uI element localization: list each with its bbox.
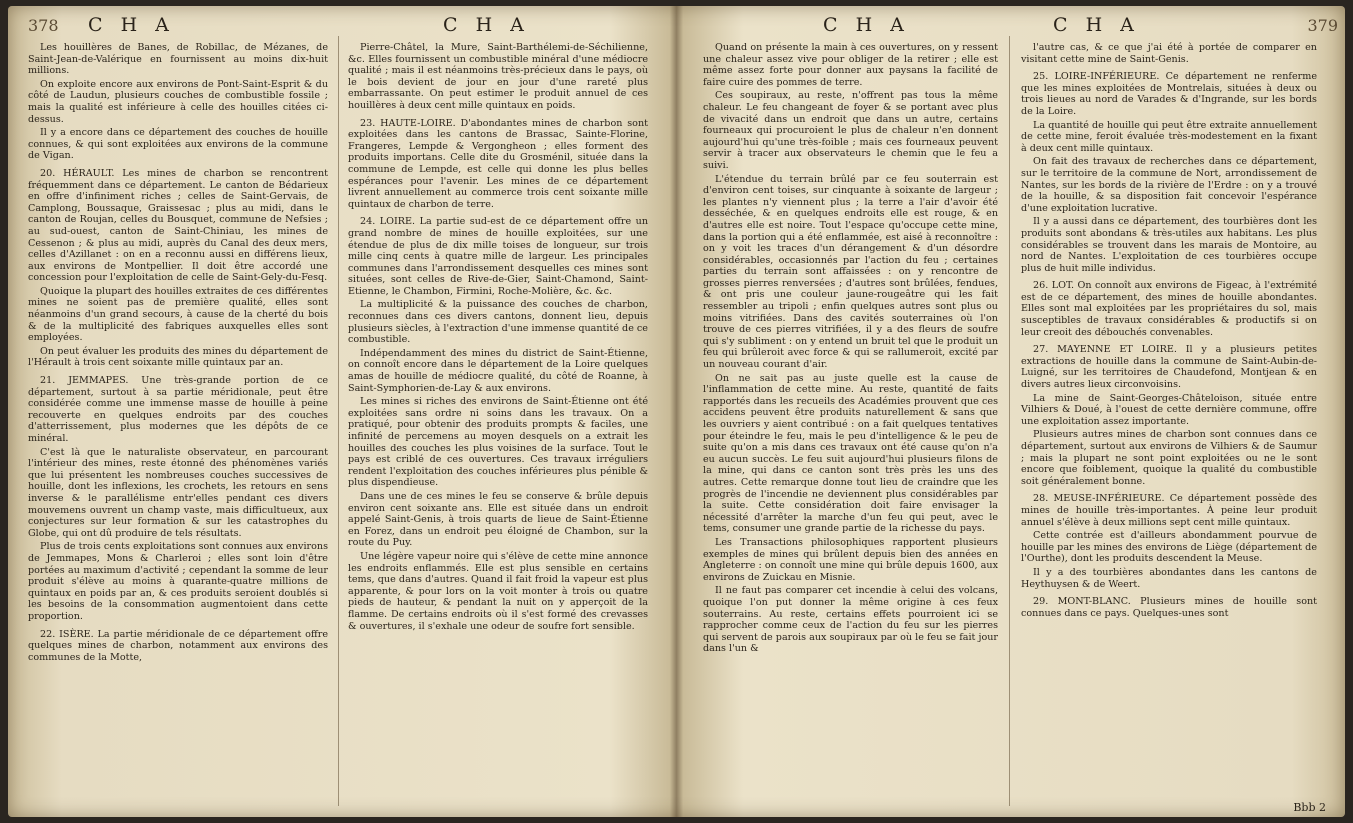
paragraph: La mine de Saint-Georges-Châteloison, située entre Vilhiers & Doué, à l'ouest de cette dernière commune, offre une exploitation assez importante. xyxy=(1021,392,1317,427)
paragraph: Il y a encore dans ce département des couches de houille connues, & qui sont exploitées aux environs de la commune de Vigan. xyxy=(28,127,328,162)
paragraph: La quantité de houille qui peut être extraite annuellement de cette mine, feroit évaluée très-modestement en la fixant à deux cent mille quintaux. xyxy=(1021,119,1317,154)
paragraph: Plusieurs autres mines de charbon sont connues dans ce département, surtout aux environs de Vilhiers & de Saumur ; mais la plupart ne sont point exploitées ou ne le sont encore que foiblement, quoique la qualité du combustible soit généralement bonne. xyxy=(1021,429,1317,487)
paragraph: Il y a aussi dans ce département, des tourbières dont les produits sont abondans & très-utiles aux habitans. Les plus considérables se trouvent dans les marais de Montoire, au nord de Nantes. L'exploitation de ces tourbières occupe plus de huit mille individus. xyxy=(1021,216,1317,274)
paragraph: Il y a des tourbières abondantes dans les cantons de Heythuysen & de Weert. xyxy=(1021,566,1317,590)
paragraph: Il ne faut pas comparer cet incendie à celui des volcans, quoique l'on put donner la même origine à ces feux souterrains. Au reste, certains effets pourroient ici se rapprocher comme ceux de l'action du feu sur les pierres qui servent de parois aux soupiraux par où le feu se fait jour dans l'un & xyxy=(703,585,998,655)
paragraph: C'est là que le naturaliste observateur, en parcourant l'intérieur des mines, reste étonné des phénomènes variés que lui présentent les nombreuses couches successives de houille, dont les inflexions, les crochets, les retours en sens inverse & le parallélisme entr'elles pendant ces divers mouvemens ouvrent un champ vaste, mais difficultueux, aux conjectures sur leur formation & sur les catastrophes du Globe, qui ont dû produire de tels résultats. xyxy=(28,446,328,539)
section-paragraph: 29. MONT-BLANC. Plusieurs mines de houille sont connues dans ce pays. Quelques-unes sont xyxy=(1021,596,1317,619)
paragraph: Dans une de ces mines le feu se conserve & brûle depuis environ cent soixante ans. Elle est située dans un endroit appelé Saint-Genis, à trois quarts de lieue de Saint-Étienne en Forez, dans un endroit peu éloigné de Chambon, sur la route du Puy. xyxy=(348,490,648,549)
right-page-header xyxy=(703,14,1338,36)
paragraph: Quand on présente la main à ces ouvertures, on y ressent une chaleur assez vive pour obliger de la retirer ; elle est même assez forte pour donner aux paysans la facilité de faire cuire des pommes de terre. xyxy=(703,42,998,88)
running-head-left: C H A xyxy=(88,14,175,36)
right-page xyxy=(703,14,1338,816)
paragraph: La multiplicité & la puissance des couches de charbon, reconnues dans ces divers cantons, donnent lieu, depuis plusieurs siècles, à l'extraction d'une immense quantité de ce combustible. xyxy=(348,299,648,346)
left-page-column-2 xyxy=(348,42,648,812)
running-head-left: C H A xyxy=(823,14,910,36)
running-head-right: C H A xyxy=(1053,14,1140,36)
page-number: 378 xyxy=(28,16,59,35)
left-page-column-1 xyxy=(28,42,328,812)
column-rule xyxy=(338,36,339,806)
section-paragraph: 22. ISÈRE. La partie méridionale de ce département offre quelques mines de charbon, notamment aux environs des communes de la Motte, xyxy=(28,628,328,663)
section-paragraph: 28. MEUSE-INFÉRIEURE. Ce département possède des mines de houille très-importantes. À peine leur produit annuel s'élève à deux millions sept cent mille quintaux. xyxy=(1021,493,1317,528)
paragraph: Une légère vapeur noire qui s'élève de cette mine annonce les endroits enflammés. Elle est plus sensible en certains tems, que dans d'autres. Quand il fait froid la vapeur est plus apparente, & pour lors on la voit monter à trois ou quatre pieds de hauteur, & pendant la nuit on y apperçoit de la flamme. De certains endroits où il s'est formé des crevasses & ouvertures, il s'exhale une odeur de soufre fort sensible. xyxy=(348,550,648,632)
paragraph: Quoique la plupart des houilles extraites de ces différentes mines ne soient pas de première qualité, elles sont néanmoins d'un grand secours, à cause de la cherté du bois & de la multiplicité des fabriques auxquelles elles sont employées. xyxy=(28,285,328,344)
paragraph: l'autre cas, & ce que j'ai été à portée de comparer en visitant cette mine de Saint-Genis. xyxy=(1021,42,1317,65)
section-paragraph: 21. JEMMAPES. Une très-grande portion de ce département, surtout à sa partie méridionale, peut être considérée comme une immense masse de houille à peine recouverte en quelques endroits par des couches d'atterrissement, plus modernes que les dépôts de ce minéral. xyxy=(28,375,328,444)
section-paragraph: 24. LOIRE. La partie sud-est de ce département offre un grand nombre de mines de houille exploitées, sur une étendue de plus de dix mille toises de longueur, sur trois mille cinq cents à quatre mille de largeur. Les principales communes dans l'arrondissement desquelles ces mines sont situées, sont celles de Rive-de-Gier, Saint-Chamond, Saint-Etienne, le Chambon, Firmini, Roche-Molière, &c. &c. xyxy=(348,216,648,297)
paragraph: On exploite encore aux environs de Pont-Saint-Esprit & du côté de Laudun, plusieurs couches de combustible fossile ; mais la qualité est inférieure à celle des houilles citées ci-dessus. xyxy=(28,78,328,125)
paragraph: Pierre-Châtel, la Mure, Saint-Barthélemi-de-Séchilienne, &c. Elles fournissent un combustible minéral d'une médiocre qualité ; mais il est néanmoins très-précieux dans le pays, où le bois devient de jour en jour d'une rareté plus embarrassante. On peut estimer le produit annuel de ces houillères à deux cent mille quintaux en poids. xyxy=(348,42,648,111)
paragraph: Les mines si riches des environs de Saint-Étienne ont été exploitées sans ordre ni soins dans les travaux. On a pratiqué, pour obtenir des produits prompts & faciles, une infinité de percemens au moyen desquels on a extrait les houilles des couches les plus voisines de la surface. Tout le pays est criblé de ces ouvertures. Ces travaux irréguliers rendent l'exploitation des couches inférieures plus pénible & plus dispendieuse. xyxy=(348,396,648,489)
page-number: 379 xyxy=(1307,16,1338,35)
right-page-column-1 xyxy=(703,42,998,812)
section-paragraph: 25. LOIRE-INFÉRIEURE. Ce département ne renferme que les mines exploitées de Montrelais, situées à deux ou trois lieues au nord de Varades & d'Ingrande, sur les bords de la Loire. xyxy=(1021,71,1317,117)
section-paragraph: 27. MAYENNE ET LOIRE. Il y a plusieurs petites extractions de houille dans la commune de Saint-Aubin-de-Luigné, sur les territoires de Chaudefond, Montjean & en divers autres lieux circonvoisins. xyxy=(1021,344,1317,391)
paragraph: On fait des travaux de recherches dans ce département, sur le territoire de la commune de Nort, arrondissement de Nantes, sur les bords de la rivière de l'Erdre : on y a trouvé de la houille, & sa disposition fait concevoir l'espérance d'une exploitation lucrative. xyxy=(1021,156,1317,214)
paragraph: Ces soupiraux, au reste, n'offrent pas tous la même chaleur. Le feu changeant de foyer & se portant avec plus de vivacité dans un endroit que dans un autre, certains fourneaux qui procuroient le plus de chaleur n'en donnent aujourd'hui qu'une très-foible ; mais ces fourneaux peuvent servir à tracer aux observateurs le chemin que le feu a suivi. xyxy=(703,90,998,171)
paragraph: Les houillères de Banes, de Robillac, de Mézanes, de Saint-Jean-de-Valérique en fournissent au moins dix-huit millions. xyxy=(28,42,328,77)
left-page xyxy=(28,14,668,816)
signature-mark: Bbb 2 xyxy=(1293,801,1326,814)
right-page-column-2 xyxy=(1021,42,1317,812)
running-head-right: C H A xyxy=(443,14,530,36)
section-paragraph: 26. LOT. On connoît aux environs de Figeac, à l'extrémité est de ce département, des mines de houille abondantes. Elles sont mal exploitées par les propriétaires du sol, mais susceptibles de travaux considérables & productifs si on leur creoit des débouchés convenables. xyxy=(1021,280,1317,338)
paragraph: On ne sait pas au juste quelle est la cause de l'inflammation de cette mine. Au reste, quantité de faits rapportés dans les recueils des Académies prouvent que ces accidens peuvent être produits naturellement & sans que les ouvriers y aient contribué : on a fait quelques tentatives pour éteindre le feu, mais le peu d'intelligence & le peu de suite qu'on a mis dans ces travaux ont été cause qu'on n'a eu aucun succès. Le feu suit aujourd'hui plusieurs filons de la mine, qui dans ce canton sont très près les uns des autres. Cette remarque donne tout lieu de craindre que les progrès de l'incendie ne deviennent plus considérables par la suite. Cette considération doit faire envisager la nécessité d'arrêter la marche d'un feu qui peut, avec le tems, consumer une grande partie de la richesse du pays. xyxy=(703,372,998,535)
paragraph: Indépendamment des mines du district de Saint-Étienne, on connoît encore dans le département de la Loire quelques amas de houille de médiocre qualité, du côté de Roanne, à Saint-Symphorien-de-Lay & aux environs. xyxy=(348,347,648,394)
section-paragraph: 20. HÉRAULT. Les mines de charbon se rencontrent fréquemment dans ce département. Le canton de Bédarieux en offre d'infiniment riches ; celles de Saint-Gervais, de Camplong, Boussaque, Graissesac ; plus au midi, dans le canton de Roujan, celles du Bousquet, commune de Nefsies ; au sud-ouest, canton de Saint-Chiniau, les mines de Cessenon ; & plus au midi, auprès du Canal des deux mers, celles d'Azillanet : on en a reconnu aussi en différens lieux, aux environs de Montpellier. Il doit être accordé une concession pour l'exploitation de celle de Saint-Gely-du-Fesq. xyxy=(28,167,328,284)
left-page-header xyxy=(28,14,668,36)
book-spread xyxy=(8,6,1345,817)
paragraph: On peut évaluer les produits des mines du département de l'Hérault à trois cent soixante mille quintaux par an. xyxy=(28,345,328,369)
paragraph: Les Transactions philosophiques rapportent plusieurs exemples de mines qui brûlent depuis bien des années en Angleterre : on connoît une mine qui brûle depuis 1600, aux environs de Zuickau en Misnie. xyxy=(703,536,998,583)
paragraph: L'étendue du terrain brûlé par ce feu souterrain est d'environ cent toises, sur cinquante à soixante de largeur ; les plantes n'y viennent plus ; la terre a l'air d'avoir été desséchée, & en quelques endroits elle est rouge, & en d'autres elle est noire. Tout l'espace qu'occupe cette mine, dans la portion qui a été enflammée, est aisé à reconnoître : on y voit les traces d'un dérangement & d'un désordre considérables, occasionnés par l'action du feu ; certaines parties du terrain sont affaissées : on y rencontre de grosses pierres renversées ; d'autres sont brûlées, fendues, & ont pris une couleur jaune-rougeâtre qui les fait ressembler au tripoli ; enfin quelques autres sont plus ou moins vitrifiées. Dans des cavités souterraines où l'on trouve de ces pierres vitrifiées, il y a des fleurs de soufre qui s'y subliment : on y entend un bruit tel que le produit un feu qui brûleroit avec force & qui se rallumeroit, excité par un nouveau courant d'air. xyxy=(703,173,998,371)
paragraph: Cette contrée est d'ailleurs abondamment pourvue de houille par les mines des environs de Liège (département de l'Ourthe), dont les produits descendent la Meuse. xyxy=(1021,530,1317,565)
column-rule xyxy=(1009,36,1010,806)
paragraph: Plus de trois cents exploitations sont connues aux environs de Jemmapes, Mons & Charleroi ; elles sont loin d'être portées au maximum d'activité ; cependant la somme de leur produit s'élève au moins à quarante-quatre millions de quintaux en poids par an, & ces produits seroient doublés si les besoins de la consommation augmentoient dans cette proportion. xyxy=(28,541,328,622)
section-paragraph: 23. HAUTE-LOIRE. D'abondantes mines de charbon sont exploitées dans les cantons de Brassac, Sainte-Florine, Frangeres, Lempde & Vergongheon ; elles forment des produits importans. Celle dite du Grosménil, située dans la commune de Lempde, est celle qui donne les plus belles espérances pour l'avenir. Les mines de ce département livrent annuellement au commerce trois cent soixante mille quintaux de charbon de terre. xyxy=(348,117,648,210)
